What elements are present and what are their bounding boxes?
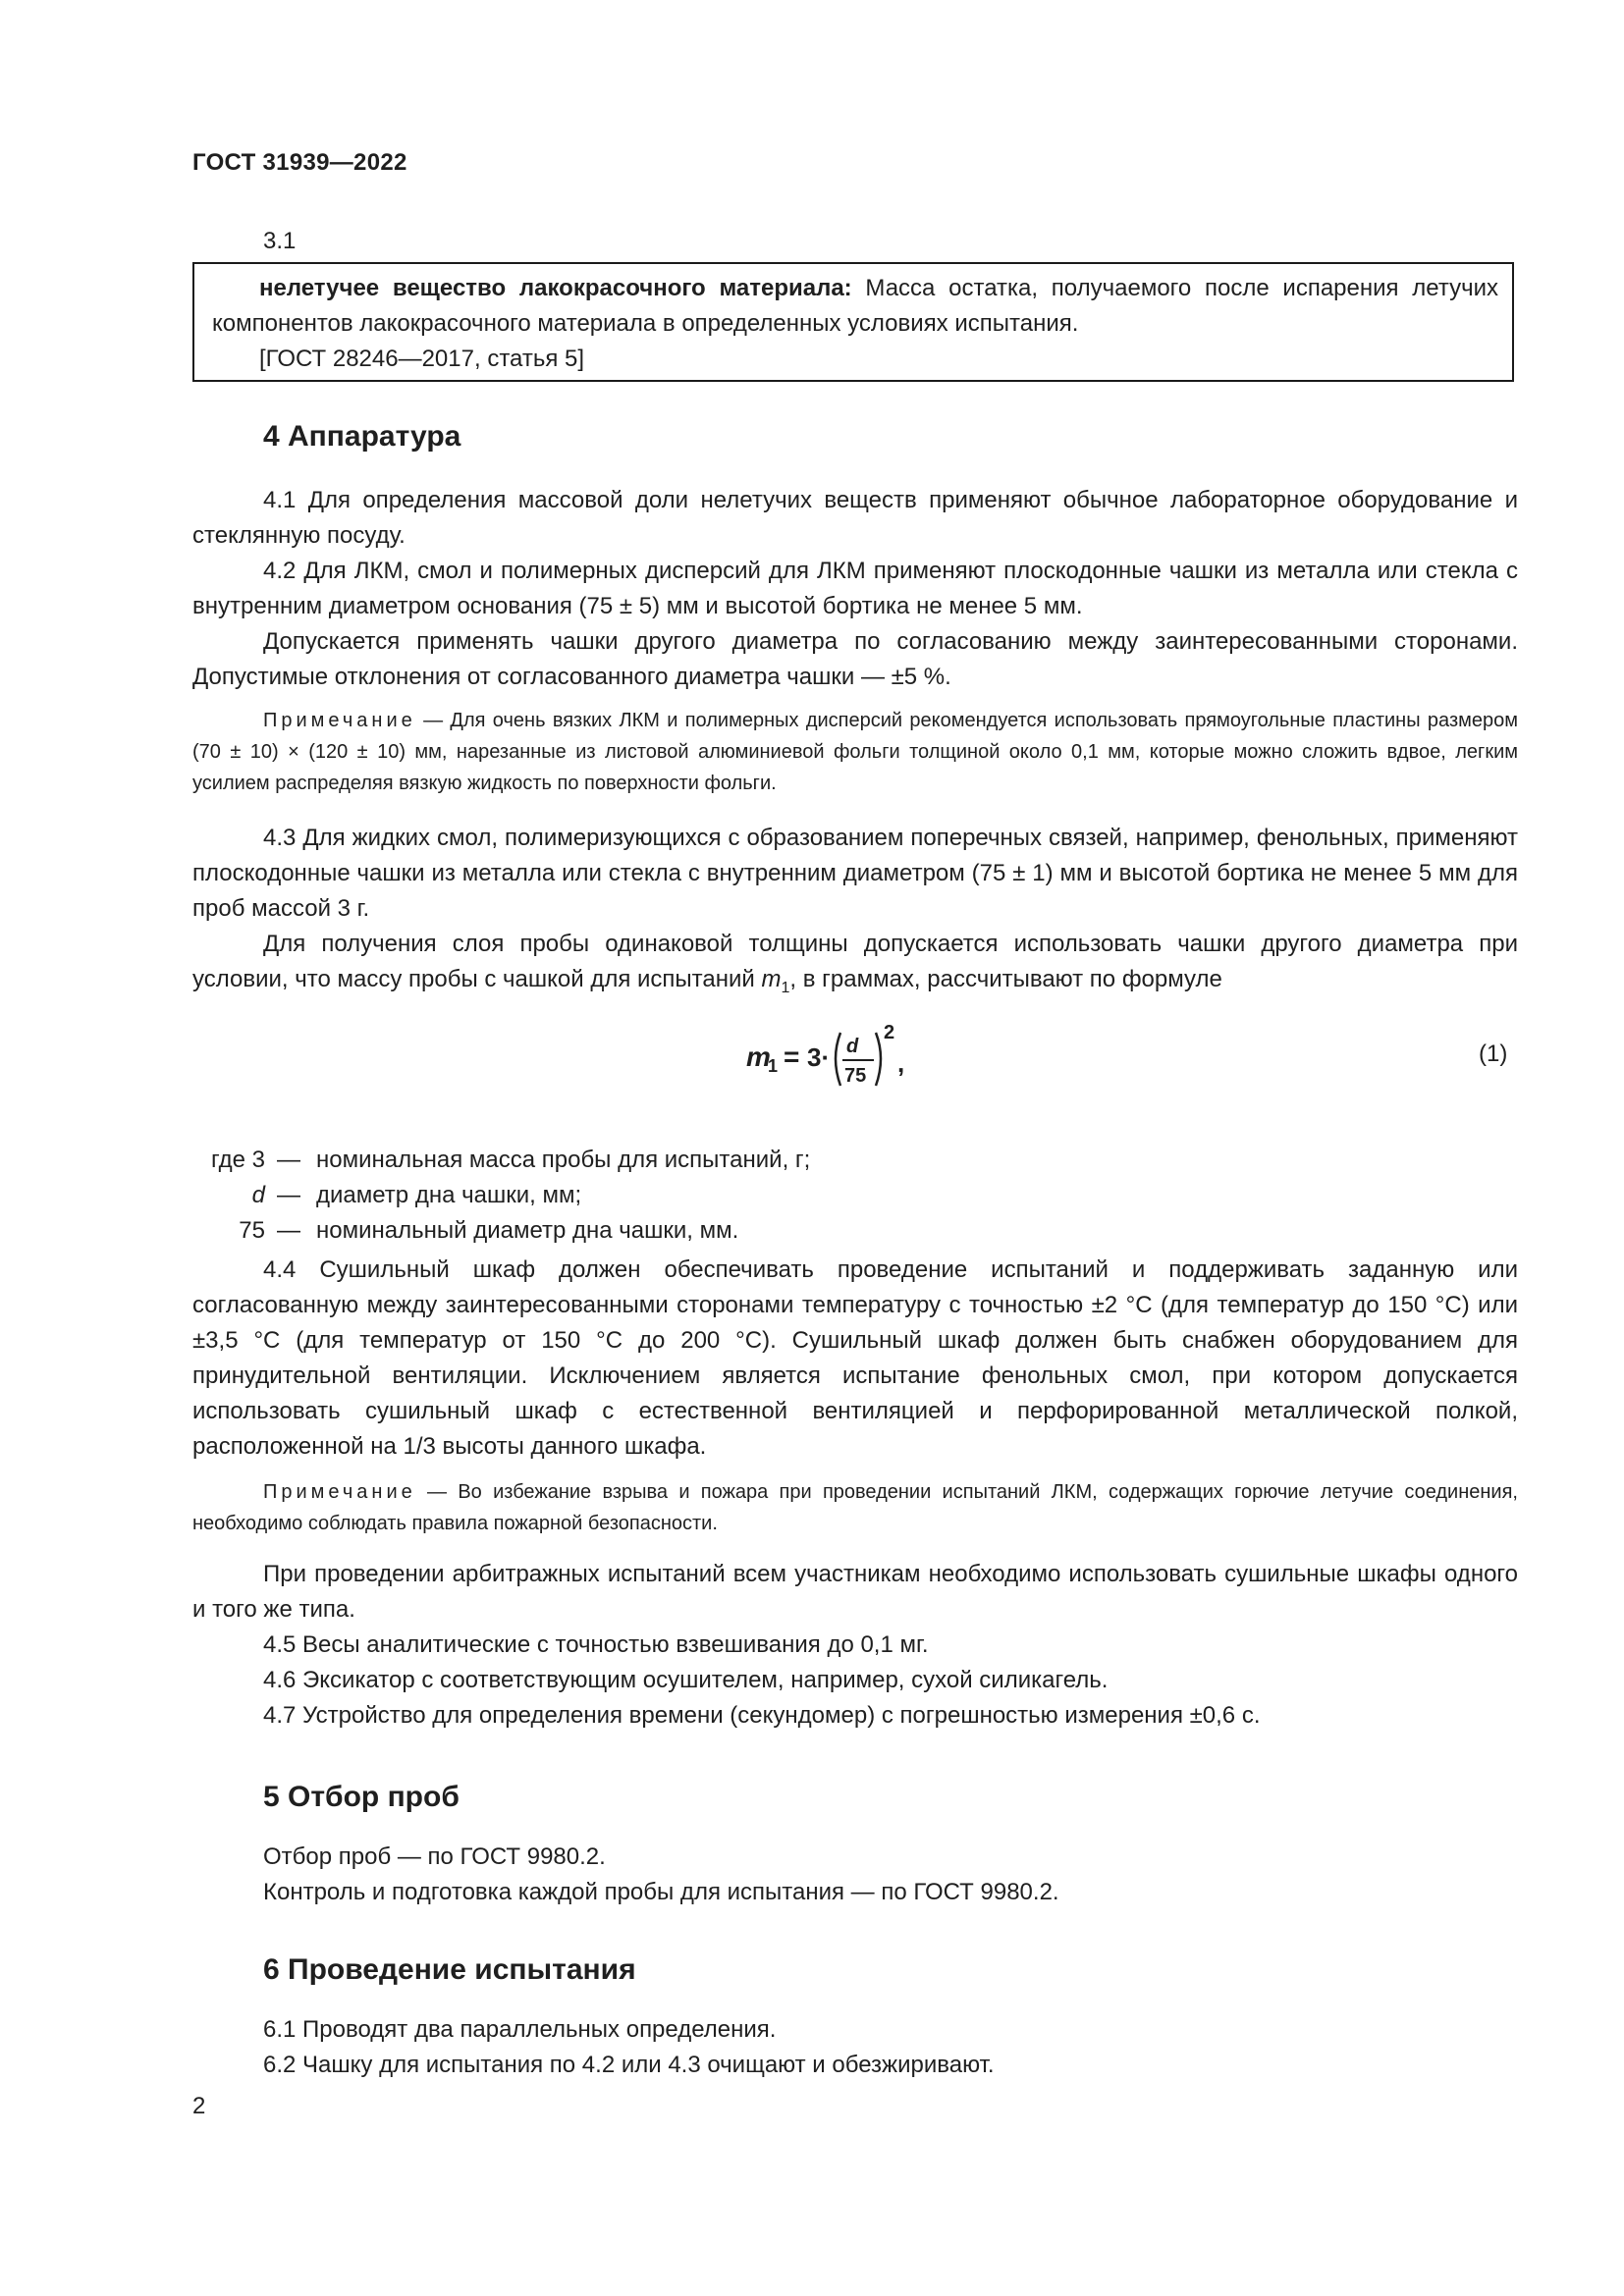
formula-number: (1) xyxy=(1479,1041,1508,1067)
section-6-heading: 6 Проведение испытания xyxy=(263,1953,636,1986)
section-4-body-b xyxy=(192,821,1518,1006)
note-1 xyxy=(192,705,1518,799)
paragraph-4-2-extra: Допускается применять чашки другого диаметра по согласованию между заинтересованными сторонами. Допустимые отклонения от согласованного диаметра чашки — ±5 %. xyxy=(192,628,1518,690)
where-symbol-3: 75 xyxy=(239,1217,265,1244)
paragraph-4-3-extra-pre: Для получения слоя пробы одинаковой толщины допускается использовать чашки другого диаметра при условии, что массу пробы с чашкой для испытаний xyxy=(192,931,1518,992)
page-number: 2 xyxy=(192,2093,206,2119)
formula-denominator: 75 xyxy=(844,1065,867,1087)
term-number: 3.1 xyxy=(263,228,297,254)
mass-variable-sub: 1 xyxy=(781,979,790,996)
paragraph-4-7: 4.7 Устройство для определения времени (секундомер) с погрешностью измерения ±0,6 с. xyxy=(263,1702,1261,1729)
section-4-heading: 4 Аппаратура xyxy=(263,420,461,453)
formula-left-paren xyxy=(836,1033,840,1086)
section-4-body-c xyxy=(192,1253,1518,1465)
paragraph-4-6: 4.6 Эксикатор с соответствующим осушителем, например, сухой силикагель. xyxy=(263,1667,1109,1693)
where-text-3: номинальный диаметр дна чашки, мм. xyxy=(316,1217,739,1244)
where-text-2: диаметр дна чашки, мм; xyxy=(316,1182,582,1208)
formula-trailing-comma: , xyxy=(897,1048,905,1078)
where-dash-3: — xyxy=(277,1217,300,1244)
paragraph-4-4: 4.4 Сушильный шкаф должен обеспечивать проведение испытаний и поддерживать заданную или согласованную между заинтересованными сторонами температуру с точностью ±2 °С (для температур до 150 °С) или ±3,5 °С (для температур от 150 °С до 200 °С). Сушильный шкаф должен быть снабжен оборудованием для принудительной вентиляции. Исключением является испытание фенольных смол, при котором допускается использовать сушильный шкаф с естественной вентиляцией и перфорированной металлической полкой, расположенной на 1/3 высоты данного шкафа. xyxy=(192,1256,1518,1460)
paragraph-6-1: 6.1 Проводят два параллельных определения. xyxy=(263,2016,777,2043)
where-symbol-2: d xyxy=(251,1182,265,1208)
where-dash-2: — xyxy=(277,1182,300,1208)
note-2-label: Примечание xyxy=(263,1481,416,1503)
where-row-1 xyxy=(0,1147,1624,1182)
paragraph-4-5: 4.5 Весы аналитические с точностью взвешивания до 0,1 мг. xyxy=(263,1631,929,1658)
formula-right-paren xyxy=(876,1033,881,1086)
note-2-body: — Во избежание взрыва и пожара при проведении испытаний ЛКМ, содержащих горючие летучие соединения, необходимо соблюдать правила пожарной безопасности. xyxy=(192,1481,1518,1534)
paragraph-4-3-extra-post: , в граммах, рассчитывают по формуле xyxy=(789,966,1222,992)
formula-coefficient: 3· xyxy=(807,1042,831,1072)
formula-power: 2 xyxy=(884,1022,895,1043)
section-4-body-d xyxy=(192,1557,1518,1734)
where-text-1: номинальная масса пробы для испытаний, г; xyxy=(316,1147,811,1173)
paragraph-4-3: 4.3 Для жидких смол, полимеризующихся с образованием поперечных связей, например, фенольных, применяют плоскодонные чашки из металла или стекла с внутренним диаметром (75 ± 1) мм и высотой бортика не менее 5 мм для проб массой 3 г. xyxy=(192,825,1518,922)
note-2 xyxy=(192,1476,1518,1539)
formula-lhs: m xyxy=(746,1041,771,1072)
section-4-body-a xyxy=(192,483,1518,695)
where-dash-1: — xyxy=(277,1147,300,1173)
paragraph-4-2: 4.2 Для ЛКМ, смол и полимерных дисперсий для ЛКМ применяют плоскодонные чашки из металла или стекла с внутренним диаметром основания (75 ± 5) мм и высотой бортика не менее 5 мм. xyxy=(192,558,1518,619)
paragraph-4-1: 4.1 Для определения массовой доли нелетучих веществ применяют обычное лабораторное оборудование и стеклянную посуду. xyxy=(192,487,1518,549)
where-row-2 xyxy=(0,1182,1624,1217)
mass-variable: m xyxy=(761,966,782,992)
section-5-heading: 5 Отбор проб xyxy=(263,1781,460,1813)
term-definition xyxy=(212,271,1498,377)
paragraph-6-2: 6.2 Чашку для испытания по 4.2 или 4.3 очищают и обезжиривают. xyxy=(263,2052,995,2078)
section-5-line-2: Контроль и подготовка каждой пробы для испытания — по ГОСТ 9980.2. xyxy=(263,1879,1059,1905)
term-definition-text xyxy=(212,271,1498,342)
note-1-body: — Для очень вязких ЛКМ и полимерных дисперсий рекомендуется использовать прямоугольные пластины размером (70 ± 10) × (120 ± 10) мм, нарезанные из листовой алюминиевой фольги толщиной около 0,1 мм, которые можно сложить вдвое, легким усилием распределяя вязкую жидкость по поверхности фольги. xyxy=(192,710,1518,794)
formula-equals: = xyxy=(784,1041,800,1072)
note-1-text xyxy=(192,705,1518,799)
where-row-3 xyxy=(0,1217,1624,1253)
paragraph-4-4-extra: При проведении арбитражных испытаний всем участникам необходимо использовать сушильные шкафы одного и того же типа. xyxy=(192,1561,1518,1623)
where-symbol-1: где 3 xyxy=(210,1147,265,1173)
paragraph-4-3-extra xyxy=(192,927,1518,1006)
formula-numerator: d xyxy=(846,1036,859,1057)
note-2-text xyxy=(192,1476,1518,1539)
section-5-line-1: Отбор проб — по ГОСТ 9980.2. xyxy=(263,1843,606,1870)
term-reference: [ГОСТ 28246—2017, статья 5] xyxy=(259,346,585,372)
note-1-label: Примечание xyxy=(263,710,416,731)
formula-lhs-sub: 1 xyxy=(768,1056,779,1076)
formula-1 xyxy=(746,1021,943,1094)
term-name: нелетучее вещество лакокрасочного материала: xyxy=(259,275,852,301)
term-definition-body: Масса остатка, получаемого после испарения летучих компонентов лакокрасочного материала в определенных условиях испытания. xyxy=(212,275,1499,337)
document-code-header: ГОСТ 31939—2022 xyxy=(192,149,407,176)
